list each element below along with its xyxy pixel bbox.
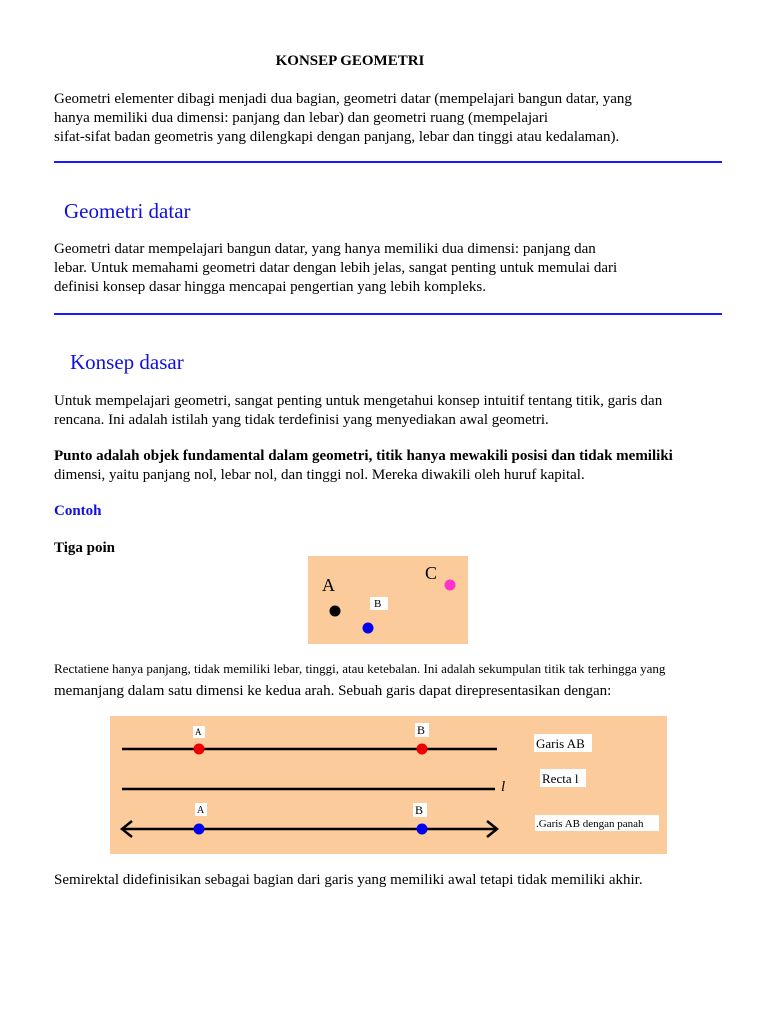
row2-caption: Recta l	[542, 771, 579, 786]
example-label: Contoh	[54, 503, 102, 519]
row3-point-a	[194, 824, 205, 835]
row1-point-a	[194, 744, 205, 755]
section1-line: Geometri datar mempelajari bangun datar, yang hanya memiliki dua dimensi: panjang dan	[54, 241, 596, 257]
row3-point-b	[417, 824, 428, 835]
row3-b-label: B	[415, 803, 424, 817]
intro-line: sifat-sifat badan geometris yang dilengkapi dengan panjang, lebar dan tinggi atau kedalaman).	[54, 129, 620, 145]
point-b-label: B	[374, 598, 382, 610]
intro-line: hanya memiliki dua dimensi: panjang dan lebar) dan geometri ruang (mempelajari	[54, 110, 548, 126]
section-heading-konsep-dasar: Konsep dasar	[70, 350, 184, 374]
point-b	[363, 623, 374, 634]
divider	[54, 313, 722, 315]
line-definition-rest: memanjang dalam satu dimensi ke kedua arah. Sebuah garis dapat direpresentasikan dengan:	[54, 683, 612, 699]
point-definition-bold: Punto adalah objek fundamental dalam geometri, titik hanya mewakili posisi dan tidak memiliki	[54, 448, 673, 464]
semiline-definition: Semirektal didefinisikan sebagai bagian dari garis yang memiliki awal tetapi tidak memiliki akhir.	[54, 872, 643, 888]
point-definition	[54, 447, 726, 485]
row3-caption: .Garis AB dengan panah	[536, 818, 644, 830]
section1-line: definisi konsep dasar hingga mencapai pengertian yang lebih kompleks.	[54, 279, 486, 295]
intro-paragraph	[54, 90, 726, 147]
row1-caption: Garis AB	[536, 736, 585, 751]
point-a	[330, 606, 341, 617]
section1-paragraph	[54, 240, 726, 297]
section2-paragraph	[54, 392, 726, 430]
point-a-label: A	[322, 575, 335, 595]
page-title: KONSEP GEOMETRI	[275, 53, 425, 69]
section-heading-geometri-datar: Geometri datar	[64, 199, 191, 223]
three-points-figure	[308, 556, 468, 644]
row1-point-b	[417, 744, 428, 755]
line-definition-small: Rectatiene hanya panjang, tidak memiliki lebar, tinggi, atau ketebalan. Ini adalah sekumpulan titik tak terhingga yang	[54, 661, 666, 676]
point-c	[445, 580, 456, 591]
row1-b-label: B	[417, 723, 426, 737]
divider	[54, 161, 722, 163]
row1-a-label: A	[195, 727, 202, 737]
point-definition-rest: dimensi, yaitu panjang nol, lebar nol, dan tinggi nol. Mereka diwakili oleh huruf kapital.	[54, 467, 585, 483]
three-points-label: Tiga poin	[54, 540, 116, 556]
section1-line: lebar. Untuk memahami geometri datar dengan lebih jelas, sangat penting untuk memulai dari	[54, 260, 618, 276]
row3-a-label: A	[197, 805, 205, 816]
line-l-label: l	[501, 779, 506, 795]
section2-line: Untuk mempelajari geometri, sangat penting untuk mengetahui konsep intuitif tentang titik, garis dan	[54, 393, 663, 409]
intro-line: Geometri elementer dibagi menjadi dua bagian, geometri datar (mempelajari bangun datar, yang	[54, 91, 632, 107]
lines-figure	[110, 716, 667, 854]
point-c-label: C	[425, 563, 438, 583]
section2-line: rencana. Ini adalah istilah yang tidak terdefinisi yang menyediakan awal geometri.	[54, 412, 549, 428]
